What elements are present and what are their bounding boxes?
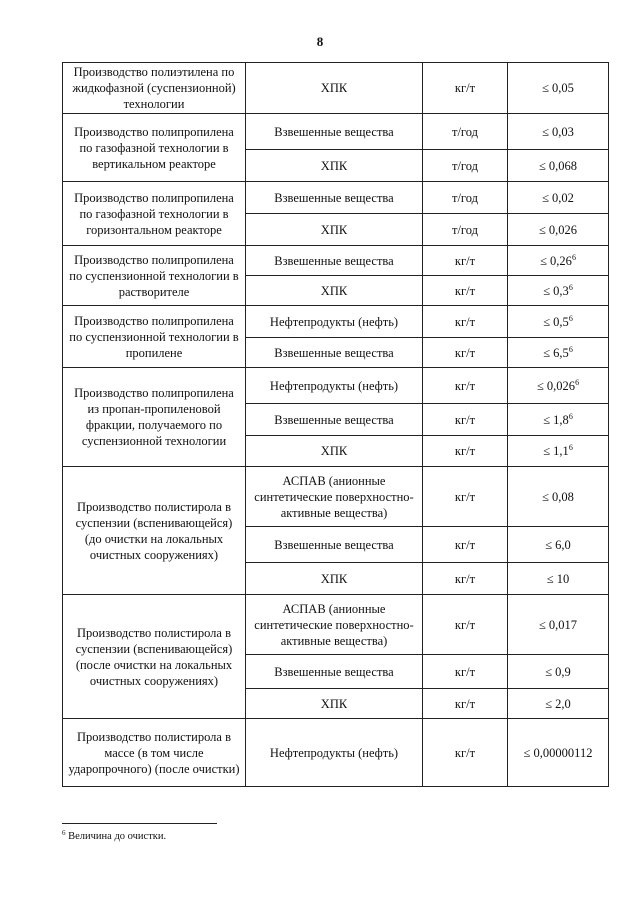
value-cell: ≤ 0,9 [508, 655, 609, 689]
substance-cell: АСПАВ (анионные синтетические поверхностно-активные вещества) [246, 467, 423, 527]
process-cell: Производство полипропилена по суспензионной технологии в пропилене [63, 306, 246, 368]
process-cell: Производство полистирола в суспензии (вспенивающейся) (до очистки на локальных очистных сооружениях) [63, 467, 246, 595]
unit-cell: кг/т [423, 404, 508, 436]
substance-cell: Взвешенные вещества [246, 338, 423, 368]
unit-cell: кг/т [423, 527, 508, 563]
unit-cell: кг/т [423, 655, 508, 689]
substance-cell: ХПК [246, 63, 423, 114]
substance-cell: Нефтепродукты (нефть) [246, 719, 423, 787]
table-row [63, 114, 609, 150]
process-cell: Производство полипропилена по суспензионной технологии в растворителе [63, 246, 246, 306]
page-number: 8 [316, 34, 324, 49]
table-row [63, 306, 609, 338]
substance-cell: ХПК [246, 689, 423, 719]
value-cell: ≤ $1,1^6$ [508, 436, 609, 467]
substance-cell: Взвешенные вещества [246, 404, 423, 436]
substance-cell: ХПК [246, 150, 423, 182]
unit-cell: т/год [423, 114, 508, 150]
unit-cell: кг/т [423, 63, 508, 114]
value-cell: ≤ $1,8^6$ [508, 404, 609, 436]
unit-cell: кг/т [423, 276, 508, 306]
value-cell: ≤ 0,08 [508, 467, 609, 527]
process-cell: Производство полипропилена по газофазной технологии в горизонтальном реакторе [63, 182, 246, 246]
value-cell: ≤ 10 [508, 563, 609, 595]
emission-norms-table [62, 62, 609, 787]
footnote-text: Величина до очистки. [68, 831, 167, 842]
process-cell: Производство полистирола в суспензии (вспенивающейся) (после очистки на локальных очистных сооружениях) [63, 595, 246, 719]
value-cell: ≤ 0,02 [508, 182, 609, 214]
table-row [63, 467, 609, 527]
value-cell: ≤ $0,3^6$ [508, 276, 609, 306]
value-cell: ≤ 2,0 [508, 689, 609, 719]
unit-cell: кг/т [423, 595, 508, 655]
value-cell: ≤ $0,5^6$ [508, 306, 609, 338]
substance-cell: Нефтепродукты (нефть) [246, 306, 423, 338]
substance-cell: ХПК [246, 436, 423, 467]
unit-cell: кг/т [423, 689, 508, 719]
table-row [63, 595, 609, 655]
substance-cell: ХПК [246, 214, 423, 246]
unit-cell: кг/т [423, 563, 508, 595]
substance-cell: ХПК [246, 563, 423, 595]
footnote-mark: 6 [62, 829, 66, 837]
value-cell: ≤ 0,017 [508, 595, 609, 655]
value-cell: ≤ 0,00000112 [508, 719, 609, 787]
value-cell: ≤ 0,026 [508, 214, 609, 246]
unit-cell: кг/т [423, 246, 508, 276]
unit-cell: кг/т [423, 368, 508, 404]
unit-cell: т/год [423, 214, 508, 246]
substance-cell: Взвешенные вещества [246, 182, 423, 214]
substance-cell: Взвешенные вещества [246, 527, 423, 563]
footnote [62, 831, 166, 842]
substance-cell: Взвешенные вещества [246, 114, 423, 150]
substance-cell: Взвешенные вещества [246, 655, 423, 689]
substance-cell: Взвешенные вещества [246, 246, 423, 276]
table-row [63, 719, 609, 787]
unit-cell: т/год [423, 150, 508, 182]
process-cell: Производство полипропилена из пропан-пропиленовой фракции, получаемого по суспензионной технологии [63, 368, 246, 467]
unit-cell: кг/т [423, 436, 508, 467]
value-cell: ≤ $6,5^6$ [508, 338, 609, 368]
value-cell: ≤ $0,26^6$ [508, 246, 609, 276]
unit-cell: кг/т [423, 719, 508, 787]
unit-cell: кг/т [423, 306, 508, 338]
table-row [63, 182, 609, 214]
footnote-divider [62, 823, 217, 824]
process-cell: Производство полиэтилена по жидкофазной (суспензионной) технологии [63, 63, 246, 114]
value-cell: ≤ $0,026^6$ [508, 368, 609, 404]
unit-cell: кг/т [423, 338, 508, 368]
process-cell: Производство полипропилена по газофазной технологии в вертикальном реакторе [63, 114, 246, 182]
table-row [63, 368, 609, 404]
unit-cell: кг/т [423, 467, 508, 527]
value-cell: ≤ 0,03 [508, 114, 609, 150]
process-cell: Производство полистирола в массе (в том числе ударопрочного) (после очистки) [63, 719, 246, 787]
substance-cell: Нефтепродукты (нефть) [246, 368, 423, 404]
substance-cell: ХПК [246, 276, 423, 306]
value-cell: ≤ 0,05 [508, 63, 609, 114]
unit-cell: т/год [423, 182, 508, 214]
value-cell: ≤ 6,0 [508, 527, 609, 563]
table-row [63, 246, 609, 276]
value-cell: ≤ 0,068 [508, 150, 609, 182]
table-row [63, 63, 609, 114]
substance-cell: АСПАВ (анионные синтетические поверхностно-активные вещества) [246, 595, 423, 655]
